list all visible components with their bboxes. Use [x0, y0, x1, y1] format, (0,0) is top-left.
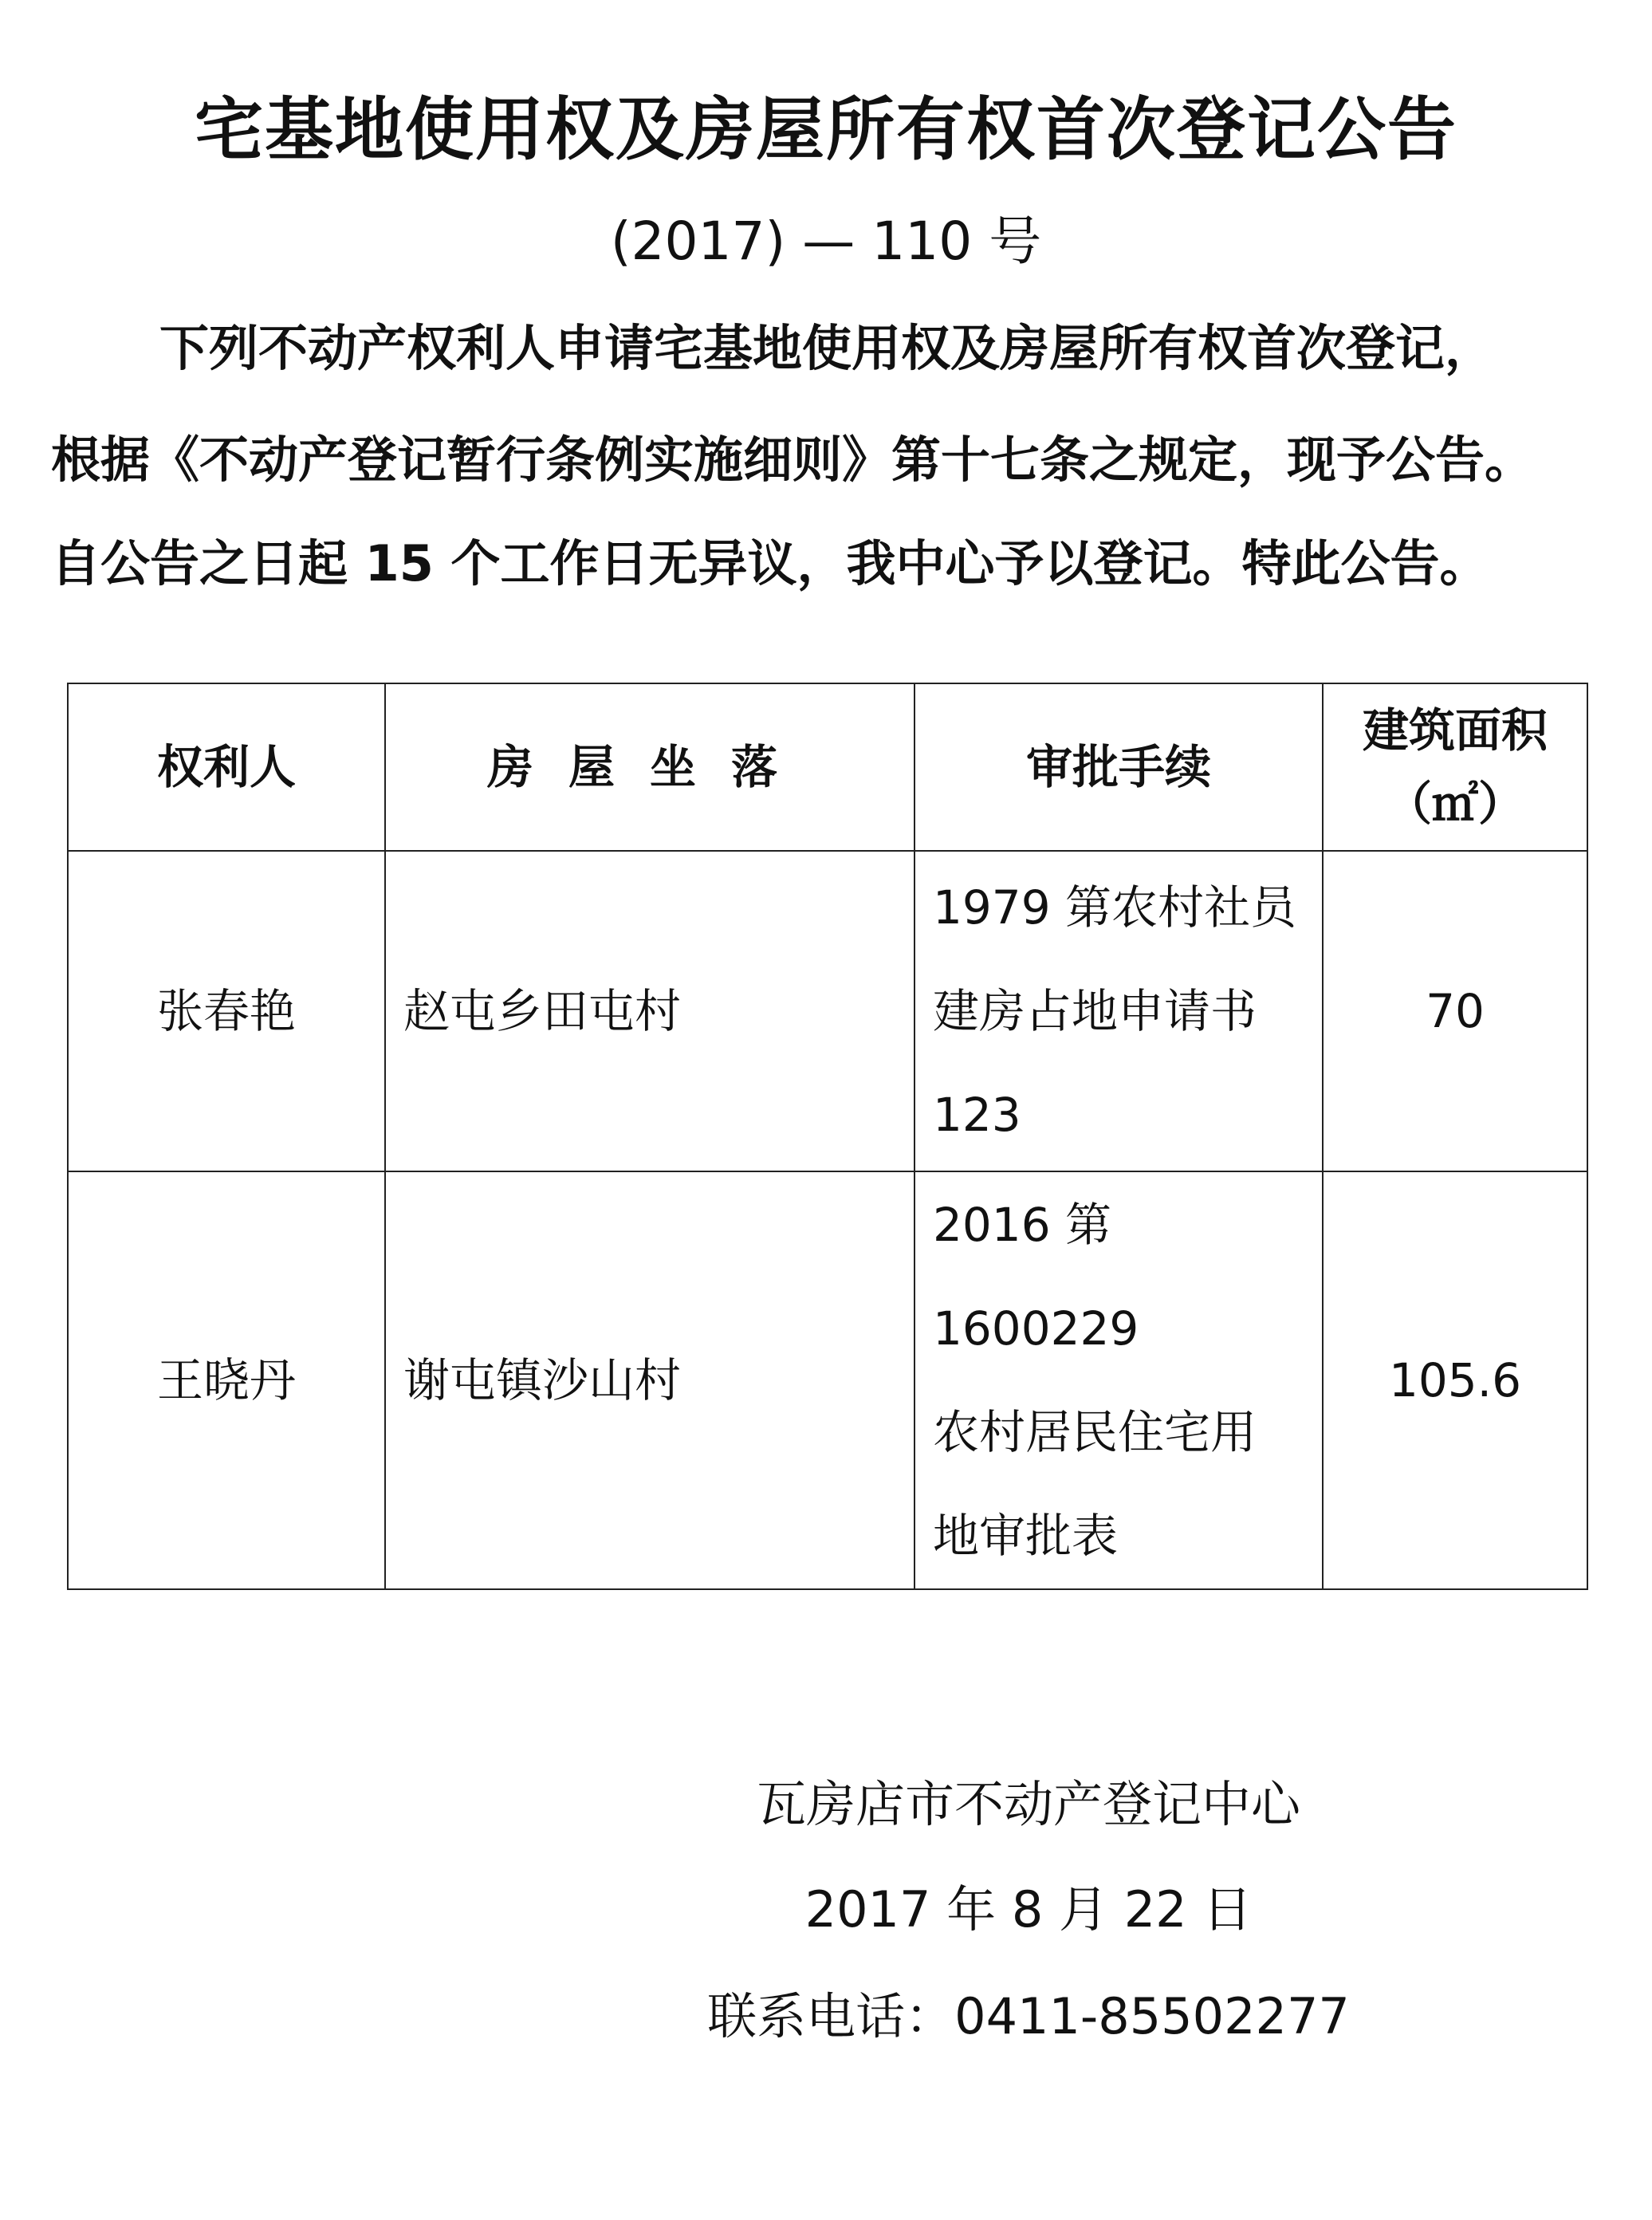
cell-location: 赵屯乡田屯村: [385, 851, 914, 1171]
cell-approval: [914, 1171, 1323, 1589]
issue-date: 2017 年 8 月 22 日: [804, 1880, 1253, 1939]
cell-approval: [914, 851, 1323, 1171]
notice-paragraph-line-1: 下列不动产权利人申请宅基地使用权及房屋所有权首次登记，: [159, 319, 1495, 377]
cell-area: 70: [1323, 851, 1587, 1171]
contact-phone: 联系电话：0411-85502277: [707, 1987, 1350, 2045]
cell-area: 105.6: [1323, 1171, 1587, 1589]
approval-line: 2016 第 1600229: [933, 1198, 1139, 1356]
registration-table: [67, 683, 1588, 1590]
table-header-row: [68, 683, 1587, 851]
cell-holder: 张春艳: [68, 851, 385, 1171]
approval-line: 地审批表: [933, 1509, 1119, 1563]
notice-paragraph-line-2: 根据《不动产登记暂行条例实施细则》第十七条之规定，现予公告。: [51, 431, 1535, 489]
table-row: [68, 1171, 1587, 1589]
notice-paragraph-line-3: 自公告之日起 15 个工作日无异议，我中心予以登记。特此公告。: [51, 534, 1489, 592]
header-location: 房屋坐落: [385, 683, 914, 851]
approval-line: 123: [933, 1088, 1021, 1142]
approval-line: 1979 第农村社员: [933, 880, 1297, 935]
header-area-unit: （㎡）: [1385, 777, 1524, 831]
header-approval: 审批手续: [914, 683, 1323, 851]
approval-line: 建房占地申请书: [933, 984, 1257, 1038]
table-row: [68, 851, 1587, 1171]
cell-holder: 王晓丹: [68, 1171, 385, 1589]
document-number: (2017) — 110 号: [610, 211, 1042, 272]
cell-location: 谢屯镇沙山村: [385, 1171, 914, 1589]
header-area: [1323, 683, 1587, 851]
approval-line: 农村居民住宅用: [933, 1405, 1257, 1459]
header-area-label: 建筑面积: [1362, 703, 1548, 758]
header-holder: 权利人: [68, 683, 385, 851]
notice-title: 宅基地使用权及房屋所有权首次登记公告: [195, 90, 1457, 170]
issuer-name: 瓦房店市不动产登记中心: [756, 1775, 1300, 1833]
